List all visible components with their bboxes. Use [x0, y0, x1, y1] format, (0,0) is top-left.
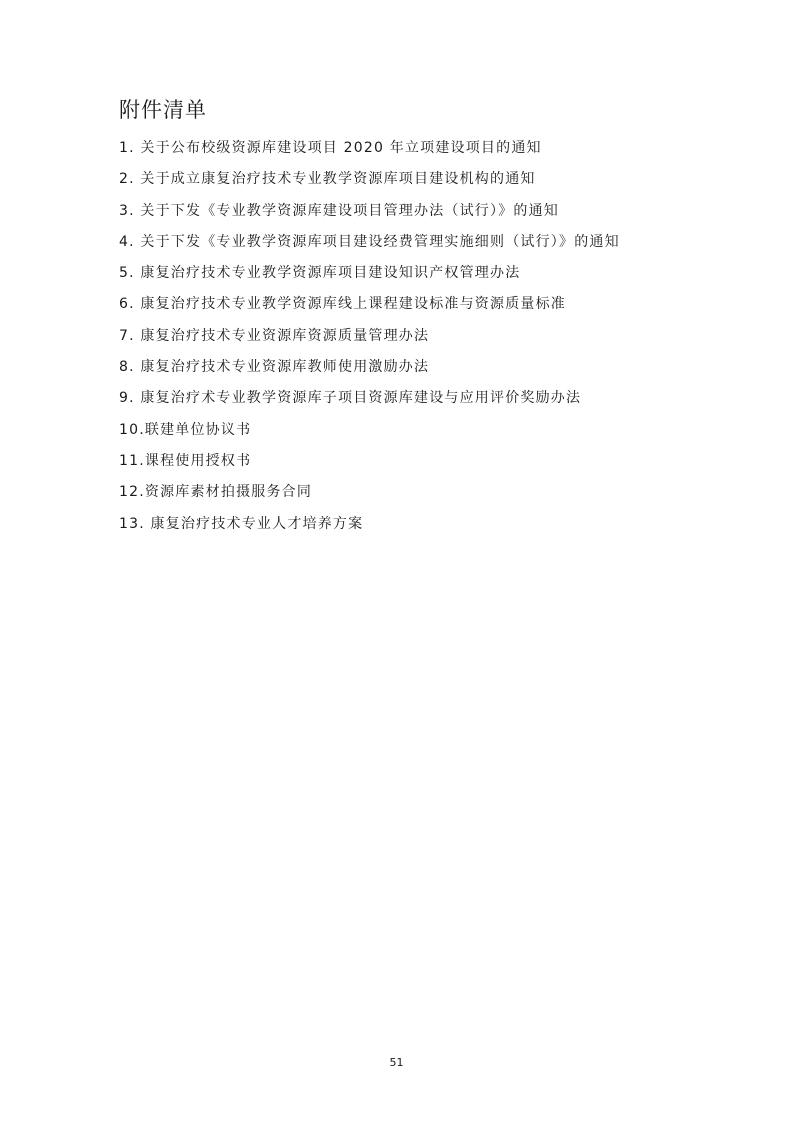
list-item: 12.资源库素材拍摄服务合同 — [119, 484, 313, 501]
list-item: 7. 康复治疗技术专业资源库资源质量管理办法 — [119, 327, 430, 344]
page-number: 51 — [389, 1056, 404, 1069]
list-item: 1. 关于公布校级资源库建设项目 2020 年立项建设项目的通知 — [119, 140, 542, 156]
list-item: 3. 关于下发《专业教学资源库建设项目管理办法（试行）》的通知 — [119, 202, 560, 219]
attachment-list — [119, 137, 620, 544]
list-item: 2. 关于成立康复治疗技术专业教学资源库项目建设机构的通知 — [119, 171, 536, 188]
list-item: 9. 康复治疗术专业教学资源库子项目资源库建设与应用评价奖励办法 — [119, 390, 582, 407]
list-item: 11.课程使用授权书 — [119, 452, 252, 469]
list-item: 5. 康复治疗技术专业教学资源库项目建设知识产权管理办法 — [119, 265, 521, 282]
list-item: 10.联建单位协议书 — [119, 421, 252, 438]
list-item: 4. 关于下发《专业教学资源库项目建设经费管理实施细则（试行）》的通知 — [119, 233, 620, 250]
list-item: 8. 康复治疗技术专业资源库教师使用激励办法 — [119, 359, 430, 376]
page-title: 附件清单 — [119, 98, 207, 122]
list-item: 6. 康复治疗技术专业教学资源库线上课程建设标准与资源质量标准 — [119, 296, 567, 313]
list-item: 13. 康复治疗技术专业人才培养方案 — [119, 515, 364, 532]
